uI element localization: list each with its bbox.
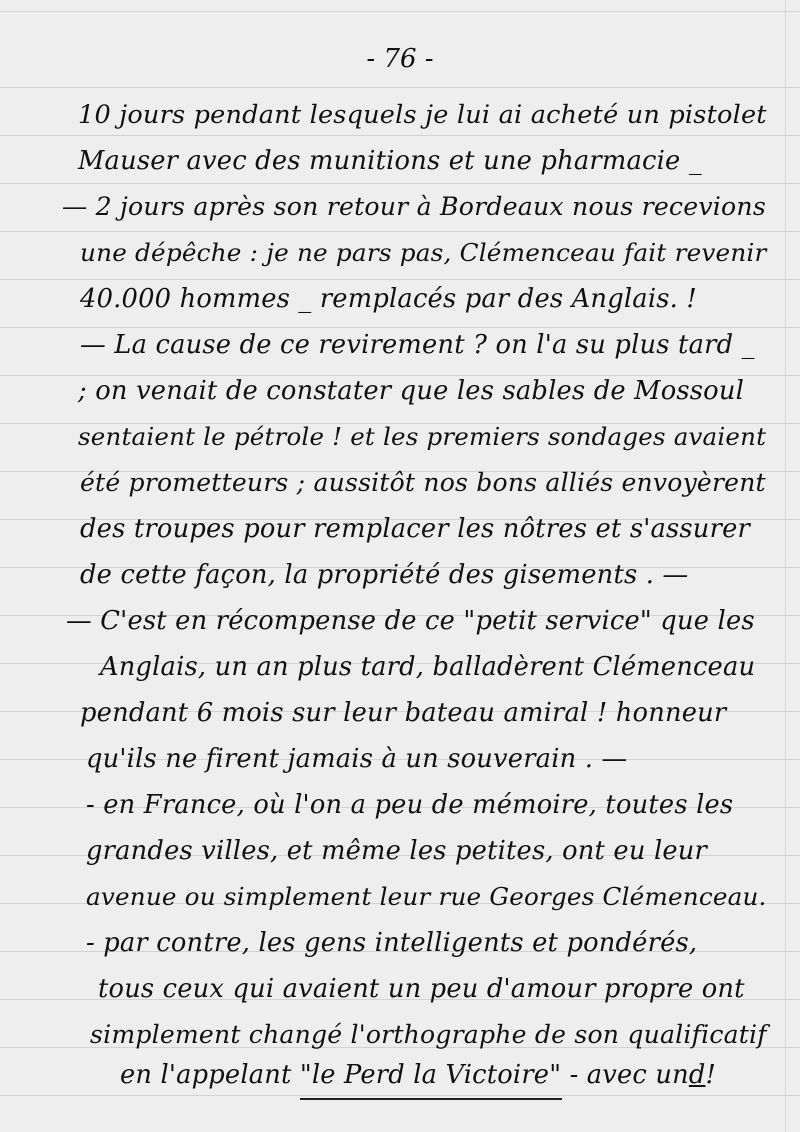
text-line-22 bbox=[120, 1060, 800, 1090]
text-line-21: simplement changé l'orthographe de son qualificatif bbox=[90, 1020, 767, 1049]
text-line-2: Mauser avec des munitions et une pharmacie _ bbox=[78, 146, 702, 176]
text-line-11: de cette façon, la propriété des gisements . — bbox=[80, 560, 689, 590]
text-line-4: une dépêche : je ne pars pas, Clémenceau fait revenir bbox=[80, 238, 767, 267]
text-line-15: qu'ils ne firent jamais à un souverain . — bbox=[86, 744, 628, 774]
last-line-end: ! bbox=[705, 1060, 716, 1090]
text-line-5: 40.000 hommes _ remplacés par des Anglais. ! bbox=[80, 284, 697, 314]
text-line-17: grandes villes, et même les petites, ont eu leur bbox=[86, 836, 708, 866]
text-line-18: avenue ou simplement leur rue Georges Clémenceau. bbox=[86, 882, 767, 911]
text-line-14: pendant 6 mois sur leur bateau amiral ! honneur bbox=[80, 698, 727, 728]
text-line-20: tous ceux qui avaient un peu d'amour propre ont bbox=[98, 974, 745, 1004]
page-number: - 76 - bbox=[366, 44, 434, 74]
text-line-12: — C'est en récompense de ce "petit service" que les bbox=[66, 606, 755, 636]
text-line-13: Anglais, un an plus tard, balladèrent Clémenceau bbox=[100, 652, 756, 682]
underlined-letter: d bbox=[688, 1060, 706, 1090]
text-line-3: — 2 jours après son retour à Bordeaux nous recevions bbox=[62, 192, 766, 221]
text-line-10: des troupes pour remplacer les nôtres et s'assurer bbox=[80, 514, 750, 544]
closing-rule bbox=[300, 1098, 562, 1100]
text-line-6: — La cause de ce revirement ? on l'a su plus tard _ bbox=[80, 330, 755, 360]
text-line-19: - par contre, les gens intelligents et pondérés, bbox=[86, 928, 698, 958]
text-line-8: sentaient le pétrole ! et les premiers sondages avaient bbox=[78, 422, 767, 451]
text-line-9: été prometteurs ; aussitôt nos bons alliés envoyèrent bbox=[80, 468, 766, 497]
text-line-7: ; on venait de constater que les sables de Mossoul bbox=[78, 376, 745, 406]
last-line-text: en l'appelant "le Perd la Victoire" - avec un bbox=[120, 1060, 689, 1090]
text-line-1: 10 jours pendant lesquels je lui ai acheté un pistolet bbox=[78, 100, 767, 130]
text-line-16: - en France, où l'on a peu de mémoire, toutes les bbox=[86, 790, 734, 820]
